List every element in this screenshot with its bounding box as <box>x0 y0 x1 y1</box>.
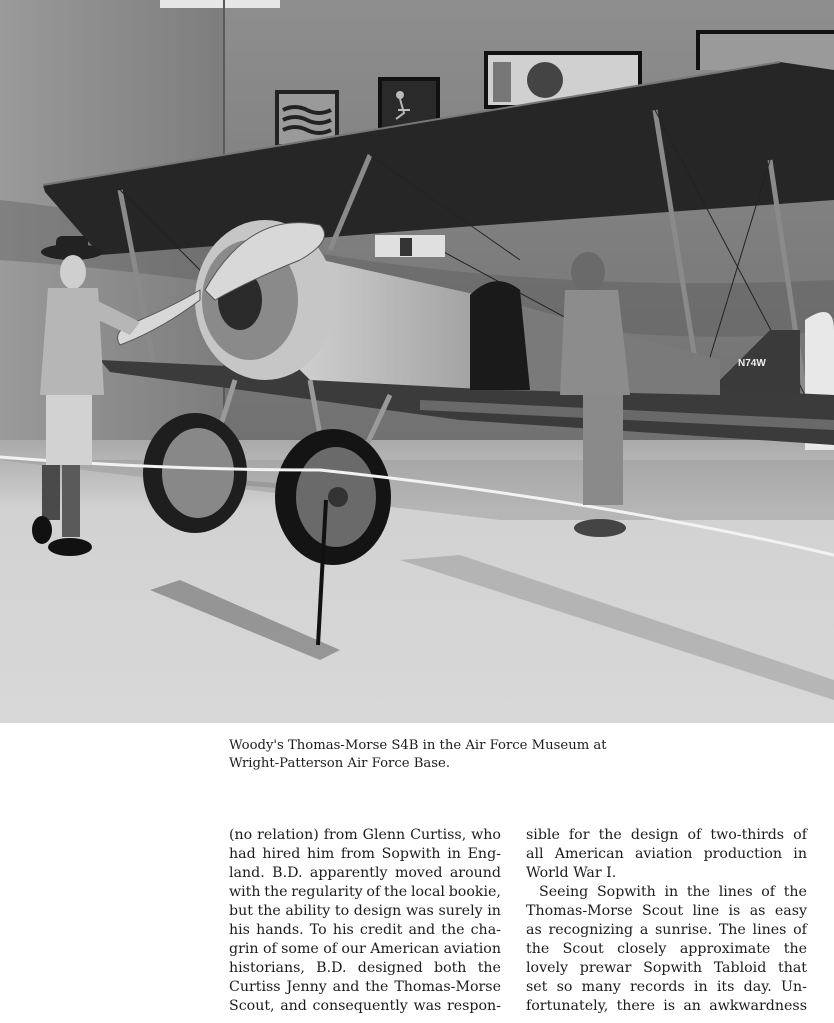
tail-marking: N74W <box>738 358 766 369</box>
text-line: the Scout closely approximate the <box>526 941 807 958</box>
text-line: Scout, and consequently was respon- <box>229 998 501 1015</box>
text-line: but the ability to design was surely in <box>229 903 501 920</box>
text-line: all American aviation production in <box>526 846 807 863</box>
text-line: sible for the design of two-thirds of <box>526 827 807 843</box>
wheel-left <box>143 413 247 533</box>
text-line: (no relation) from Glenn Curtiss, who <box>229 827 501 843</box>
caption-line: Wright-Patterson Air Force Base. <box>229 756 451 771</box>
text-line: fortunately, there is an awkwardness <box>526 998 807 1015</box>
text-line: World War I. <box>526 865 617 882</box>
text-line: with the regularity of the local bookie, <box>229 884 501 901</box>
text-line: land. B.D. apparently moved around <box>229 865 501 882</box>
text-line: his hands. To his credit and the cha- <box>229 922 501 939</box>
figure-caption <box>229 737 649 773</box>
text-line: had hired him from Sopwith in Eng- <box>229 846 501 863</box>
text-line: historians, B.D. designed both the <box>229 960 501 977</box>
body-column-1 <box>229 826 501 1016</box>
text-line: Seeing Sopwith in the lines of the <box>539 884 807 901</box>
text-line: as recognizing a sunrise. The lines of <box>526 922 807 939</box>
text-line: Curtiss Jenny and the Thomas-Morse <box>229 979 501 996</box>
text-line: lovely prewar Sopwith Tabloid that <box>526 960 807 977</box>
text-line: set so many records in its day. Un- <box>526 979 807 996</box>
body-column-2 <box>526 826 807 1016</box>
text-line: Thomas-Morse Scout line is as easy <box>526 903 807 920</box>
text-line: grin of some of our American aviation <box>229 941 501 958</box>
wheel-right <box>275 429 391 565</box>
caption-line: Woody's Thomas-Morse S4B in the Air Force Museum at <box>229 738 607 753</box>
